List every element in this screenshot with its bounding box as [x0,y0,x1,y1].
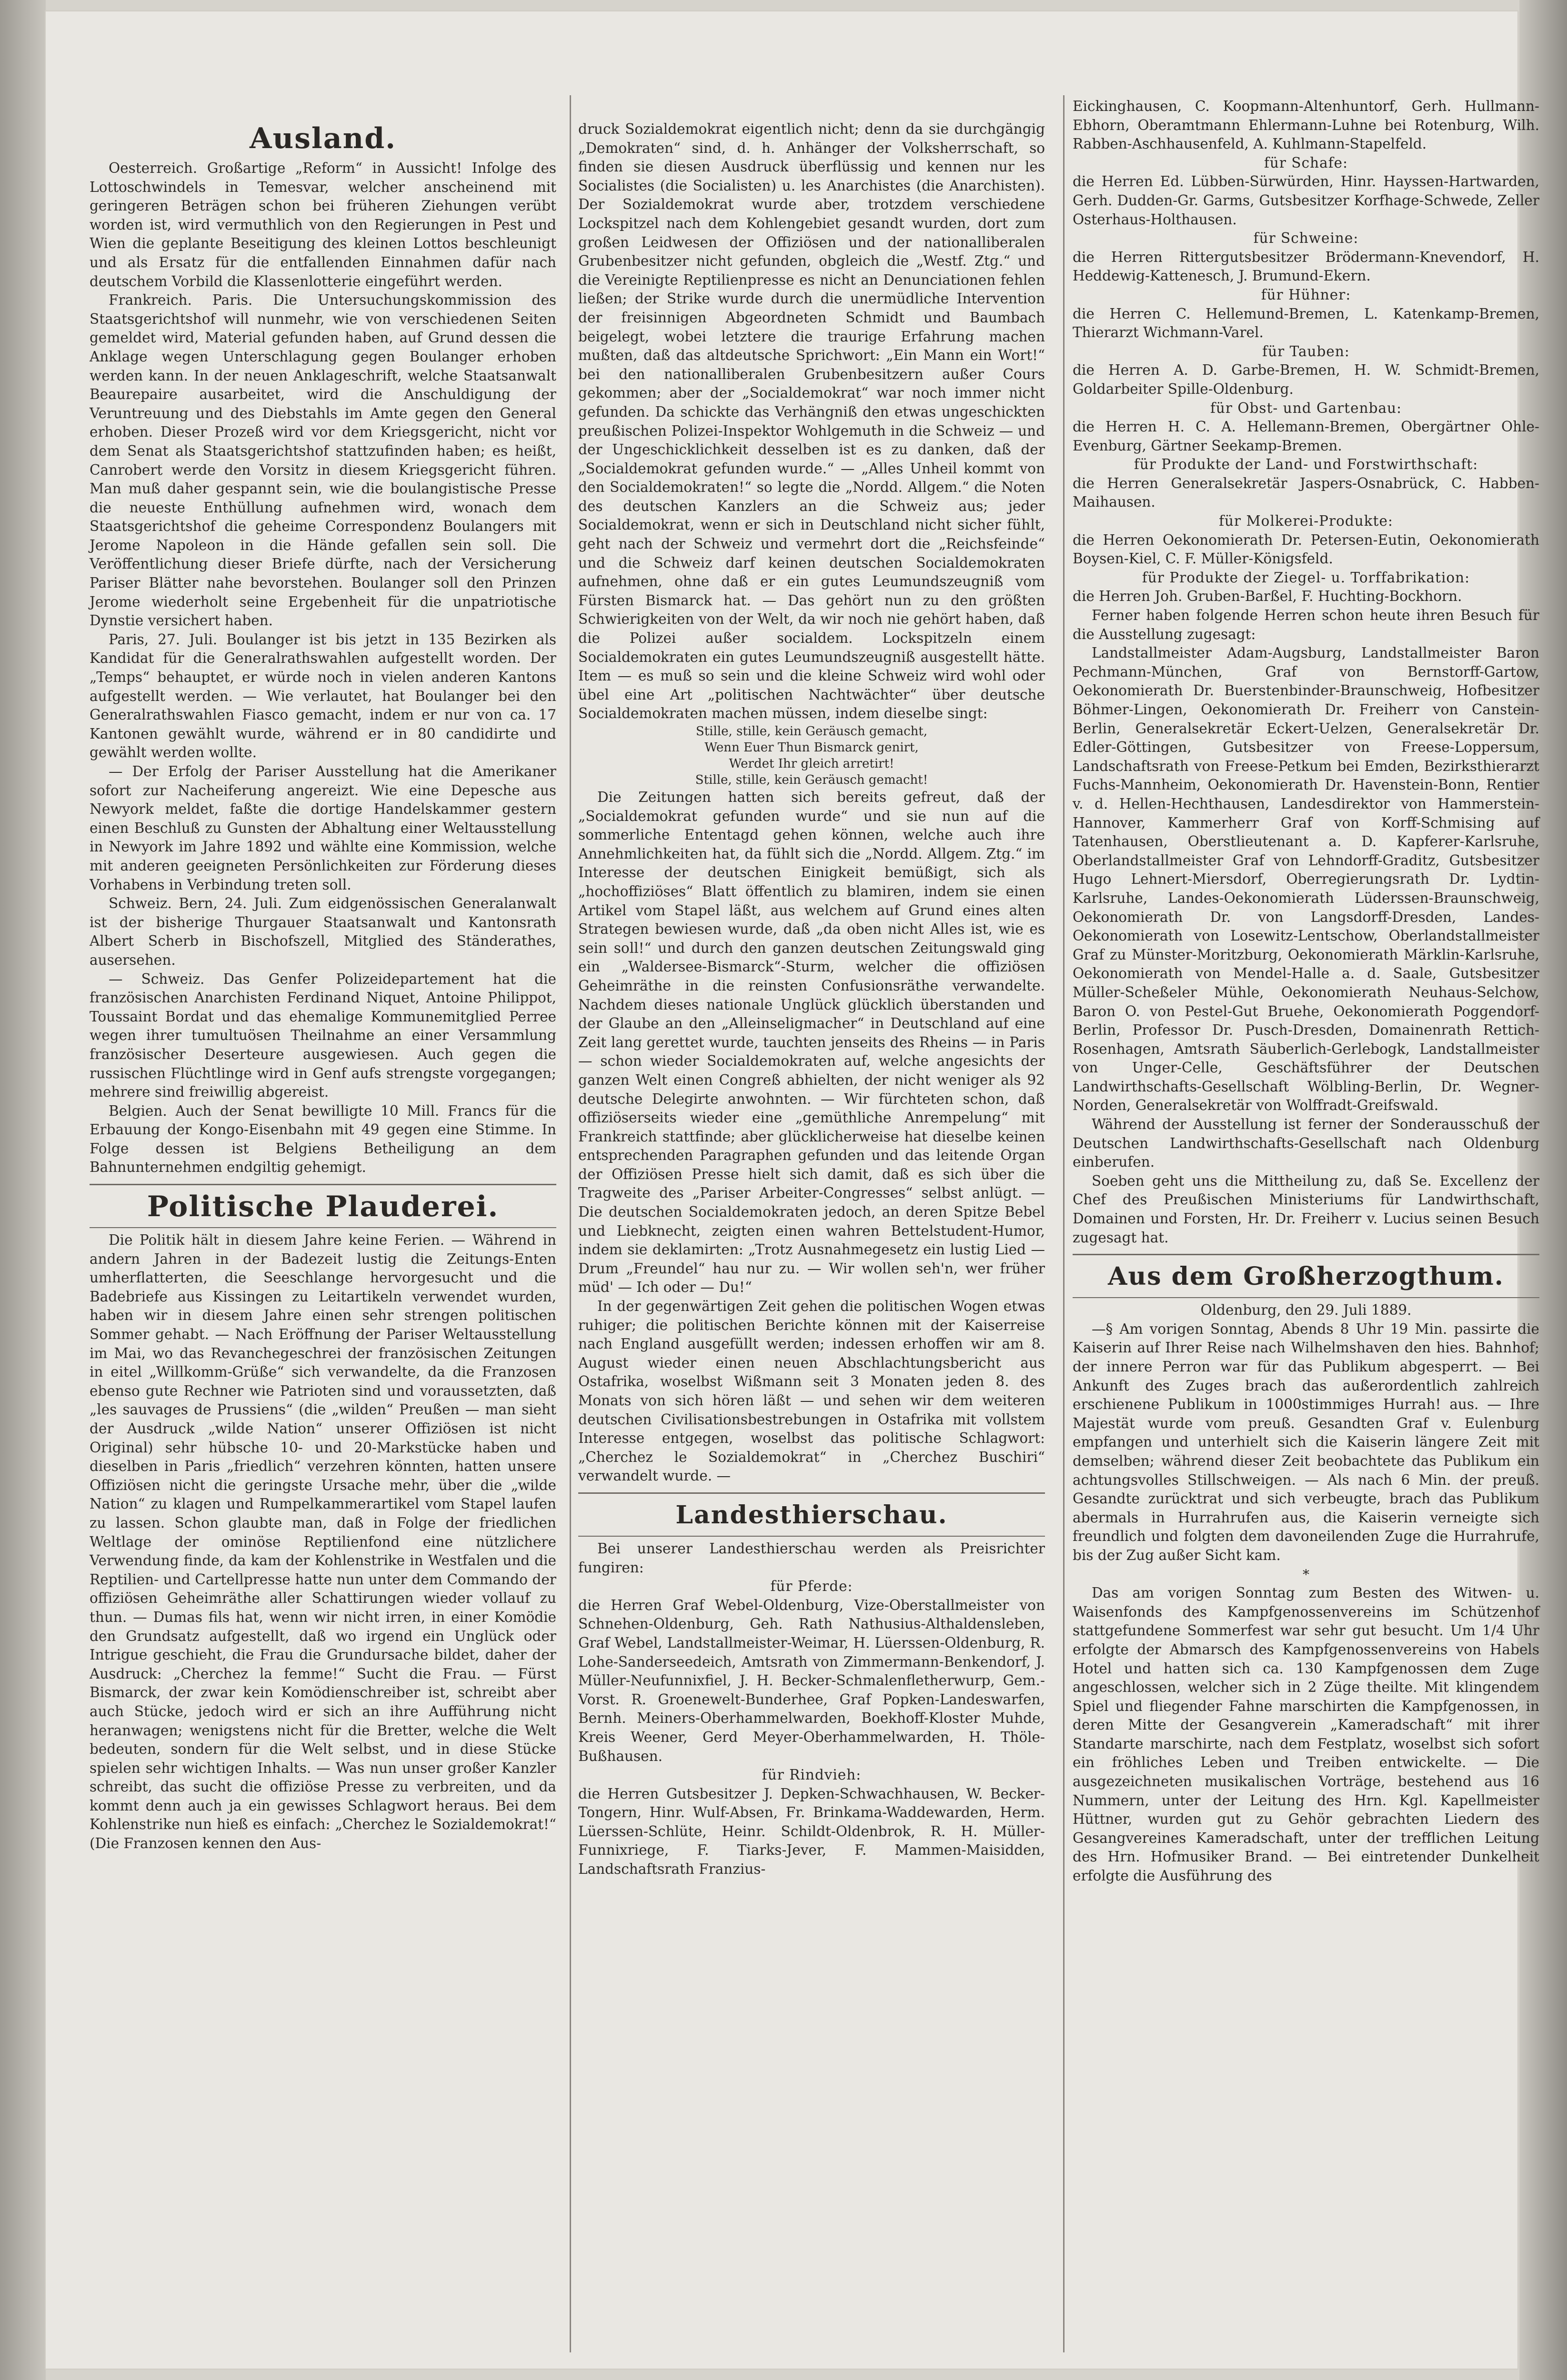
judge-names: die Herren H. C. A. Hellemann-Bremen, Obergärtner Ohle-Evenburg, Gärtner Seekamp-Bremen. [1073,419,1539,454]
separator-star: * [1303,1566,1309,1582]
dateline: Oldenburg, den 29. Juli 1889. [1200,1302,1412,1319]
column-middle [578,120,1045,1879]
category-horses: für Pferde: [770,1578,853,1595]
plauderei-continued-b [578,788,1045,1486]
section-divider [1073,1254,1539,1255]
visitors-list: Landstallmeister Adam-Augsburg, Landstallmeister Baron Pechmann-München, Graf von Bernstorff-Gartow, Oekonomierath Dr. Buerstenbinder-Braunschweig, Hofbesitzer Böhmer-Lingen, Oekonomierath Dr. Freiherr von Canstein-Berlin, Generalsekretär Eckert-Uelzen, Generalsekretär Dr. Edler-Göttingen, Gutsbesitzer von Freese-Loppersum, Landschaftsrath von Freese-Petkum bei Emden, Bezirksthierarzt Fuchs-Mannheim, Oekonomierath Dr. Havenstein-Bonn, Rentier v. d. Hellen-Hechthausen, Landesdirektor von Hammerstein-Hannover, Kammerherr Graf von Korff-Schmising auf Tatenhausen, Oberstlieutenant a. D. Kapferer-Karlsruhe, Oberlandstallmeister Graf von Lehndorff-Graditz, Gutsbesitzer Hugo Lehnert-Miersdorf, Oberregierungsrath Dr. Lydtin-Karlsruhe, Landes-Oekonomierath Lüderssen-Braunschweig, Oekonomierath Dr. von Langsdorff-Dresden, Landes-Oekonomierath von Losewitz-Lentschow, Oberlandstallmeister Graf zu Münster-Moritzburg, Oekonomierath Märklin-Karlsruhe, Oekonomierath von Mendel-Halle a. d. Saale, Gutsbesitzer Müller-Scheßeler Mühle, Oekonomierath Neuhaus-Selchow, Baron O. von Pestel-Gut Bruehe, Oekonomierath Poggendorf-Berlin, Professor Dr. Pusch-Dresden, Domainenrath Rettich-Rosenhagen, Amtsrath Säuberlich-Gerlebogk, Landstallmeister von Unger-Celle, Geschäftsführer der Deutschen Landwirthschafts-Gesellschaft Wölbling-Berlin, Dr. Wegner-Norden, Generalsekretär von Wolffradt-Greifswald. [1073,645,1539,1114]
section-heading-landesthierschau: Landesthierschau. [675,1500,948,1530]
column-rule [570,95,571,2352]
heading-underline [1073,1297,1539,1298]
judges-horses: die Herren Graf Webel-Oldenburg, Vize-Oberstallmeister von Schnehen-Oldenburg, Geh. Rath Nathusius-Althaldensleben, Graf Webel, Landstallmeister-Weimar, H. Lüerssen-Oldenburg, R. Lohe-Sanderseedeich, Amtsrath von Zimmermann-Benkendorf, J. Müller-Neufunnixfiel, J. H. Becker-Schmalenfletherwurp, Gem.-Vorst. R. Groenewelt-Bunderhee, Graf Popken-Landeswarfen, Bernh. Meiners-Oberhammelwarden, Boekhoff-Kloster Muhde, Kreis Weener, Gerd Meyer-Oberhammelwarden, H. Thöle-Bußhausen. [578,1597,1045,1764]
article-paragraph: Belgien. Auch der Senat bewilligte 10 Mill. Francs für die Erbauung der Kongo-Eisenbahn mit 49 gegen eine Stimme. In Folge dessen ist Belgiens Betheiligung an dem Bahnunternehmen endgiltig gehemigt. [90,1102,556,1176]
judge-category: für Schweine: [1253,230,1359,247]
article-paragraph: Eickinghausen, C. Koopmann-Altenhuntorf, Gerh. Hullmann-Ebhorn, Oberamtmann Ehlermann-Luhne bei Rotenburg, Wilh. Rabben-Aschhausenfeld, A. Kuhlmann-Stapelfeld. [1073,98,1539,152]
judge-names: die Herren Rittergutsbesitzer Brödermann-Knevendorf, H. Heddewig-Kattenesch, J. Brumund-Ekern. [1073,249,1539,284]
section-divider [578,1492,1045,1494]
news-kaiserin: —§ Am vorigen Sonntag, Abends 8 Uhr 19 Min. passirte die Kaiserin auf Ihrer Reise nach Wilhelmshaven den hies. Bahnhof; der innere Perron war für das Publikum abgesperrt. — Bei Ankunft des Zuges brach das außerordentlich zahlreich erschienene Publikum in 1000stimmiges Hurrah! aus. — Ihre Majestät wurde vom preuß. Gesandten Graf v. Eulenburg empfangen und unterhielt sich die Kaiserin längere Zeit mit demselben; während dieser Zeit beobachtete das Publikum ein achtungsvolles Stillschweigen. — Als nach 6 Min. der preuß. Gesandte zurücktrat und sich verbeugte, brach das Publikum abermals in Hurrahrufen aus, die Kaiserin verneigte sich freundlich und folgten dem davoneilenden Zuge die Hurrahrufe, bis der Zug außer Sicht kam. [1073,1320,1539,1563]
heading-underline [90,1227,556,1228]
column-right [1073,97,1539,1886]
judge-names: die Herren Ed. Lübben-Sürwürden, Hinr. Hayssen-Hartwarden, Gerh. Dudden-Gr. Garms, Gutsbesitzer Korfhage-Schwede, Zeller Osterhaus-Holthausen. [1073,173,1539,228]
judge-names: die Herren C. Hellemund-Bremen, L. Katenkamp-Bremen, Thierarzt Wichmann-Varel. [1073,305,1539,341]
column-left [90,119,556,1853]
article-paragraph: Frankreich. Paris. Die Untersuchungskommission des Staatsgerichtshof will nunmehr, wie von verschiedenen Seiten gemeldet wird, Material gefunden haben, auf Grund dessen die Anklage wegen Unterschlagung gegen Boulanger erhoben werden kann. In der neuen Anklageschrift, welche Staatsanwalt Beaurepaire ausarbeitet, wird die Anschuldigung der Veruntreuung und des Diebstahls im Amte gegen den General erhoben. Dieser Prozeß wird vor dem Kriegsgericht, nicht vor dem Senat als Staatsgerichtshof stattzufinden haben; es heißt, Canrobert werde den Vorsitz in diesem Kriegsgericht führen. Man muß daher gespannt sein, wie die boulangistische Presse die neueste Enthüllung aufnehmen wird, wonach dem Staatsgerichtshof die geheime Correspondenz Boulangers mit Jerome Napoleon in die Hände gefallen sein soll. Die Veröffentlichung dieser Briefe dürfte, nach der Versicherung Pariser Blätter nahe bevorstehen. Boulanger soll den Prinzen Jerome wiederholt seine Ergebenheit für die unpatriotische Dynstie versichert haben. [90,292,556,629]
minister-note: Soeben geht uns die Mittheilung zu, daß Se. Excellenz der Chef des Preußischen Ministeriums für Landwirthschaft, Domainen und Forsten, Hr. Dr. Freiherr v. Lucius seinen Besuch zugesagt hat. [1073,1172,1539,1246]
section-divider [90,1184,556,1185]
thierschau-intro: Bei unserer Landesthierschau werden als Preisrichter fungiren: [578,1540,1045,1576]
judge-category: für Obst- und Gartenbau: [1210,400,1402,416]
book-spine [0,0,46,2380]
judge-category: für Produkte der Ziegel- u. Torffabrikation: [1142,569,1470,586]
section-heading-grossherzogthum: Aus dem Großherzogthum. [1108,1262,1504,1291]
article-paragraph: Die Politik hält in diesem Jahre keine Ferien. — Während in andern Jahren in der Badezeit lustig die Zeitungs-Enten umherflatterten, die Seeschlange hervorgesucht und die Badebriefe aus Kissingen zu Leitartikeln verwendet wurden, haben wir in diesem Jahre einen sehr strengen politischen Sommer gehabt. — Nach Eröffnung der Pariser Weltausstellung im Mai, wo das Revanchegeschrei der französischen Zeitungen in eitel „Willkomm-Grüße“ sich verwandelte, da die Franzosen ebenso gute Rechner wie Patrioten sind und voraussetzten, daß „les sauvages de Prussiens“ (die „wilden“ Preußen — man sieht der Ausdruck „wilde Nation“ unserer Offiziösen ist nicht Original) sehr hübsche 10- und 20-Markstücke haben und dieselben in Paris „friedlich“ verzehren könnten, hatten unsere Offiziösen nicht die geringste Ursache mehr, über die „wilde Nation“ zu klagen und Rumpelkammerartikel vom Stapel laufen zu lassen. Schon glaubte man, daß in Folge der friedlichen Weltlage der ominöse Reptilienfond eine nützlichere Verwendung finde, da kam der Kohlenstrike in Westfalen und die Reptilien- und Cartellpresse hatte nun unter dem Commando der offiziösen Geheimräthe aller Schattirungen wieder vollauf zu thun. — Dumas fils hat, wenn wir nicht irren, in einer Komödie den Grundsatz aufgestellt, daß wo irgend ein Unglück oder Intrigue geschieht, die Frau die Grundursache bildet, daher der Ausdruck: „Cherchez la femme!“ Sucht die Frau. — Fürst Bismarck, der zwar kein Komödienschreiber ist, schreibt aber auch Stücke, jedoch wird er sich an ihre Aufführung nicht heranwagen; wenigstens nicht für die Bretter, welche die Welt bedeuten, sondern für die Welt selbst, und in diese Stücke spielen sehr wichtigen Inhalts. — Was nun unser großer Kanzler schreibt, das sucht die offiziöse Presse zu verbreiten, und da kommt denn auch ja ein gewisses Schlagwort heraus. Bei dem Kohlenstrike nun hieß es einfach: „Cherchez le Sozialdemokrat!“ (Die Franzosen kennen den Aus- [90,1232,556,1852]
visitors-intro: Ferner haben folgende Herren schon heute ihren Besuch für die Ausstellung zugesagt: [1073,607,1539,642]
judge-category: für Schafe: [1264,154,1348,171]
article-paragraph: In der gegenwärtigen Zeit gehen die politischen Wogen etwas ruhiger; die politischen Berichte können mit der Kaiserreise nach England ausgefüllt werden; indessen erhoffen wir am 8. August wieder einen neuen Abschlachtungsbericht aus Ostafrika, woselbst Wißmann seit 3 Monaten jeden 8. des Monats von sich hören läßt — und sehen wir dem weiteren deutschen Civilisationsbestrebungen in Ostafrika mit vollstem Interesse entgegen, woselbst das politische Schlagwort: „Cherchez le Sozialdemokrat“ in „Cherchez Buschiri“ verwandelt wurde. — [578,1298,1045,1484]
poem-line: Werdet Ihr gleich arretirt! [729,757,894,771]
plauderei-paragraphs [90,1231,556,1853]
article-paragraph: — Der Erfolg der Pariser Ausstellung hat die Amerikaner sofort zur Nacheiferung angereizt. Wie eine Depesche aus Newyork meldet, faßte die dortige Handelskammer gestern einen Beschluß zu Gunsten der Abhaltung einer Weltausstellung in Newyork im Jahre 1892 und wählte eine Kommission, welche mit anderen geeigneten Persönlichkeiten zur Förderung dieses Vorhabens in Verbindung treten soll. [90,763,556,893]
article-paragraph: — Schweiz. Das Genfer Polizeidepartement hat die französischen Anarchisten Ferdinand Niquet, Antoine Philippot, Toussaint Bordat und das ehemalige Kommunemitglied Perree wegen ihrer tumultuösen Theilnahme an einer Versammlung französischer Deserteure ausgewiesen. Auch gegen die russischen Flüchtlinge wird in Genf aufs strengste vorgegangen; mehrere sind freiwillig abgereist. [90,970,556,1100]
article-paragraph: Oesterreich. Großartige „Reform“ in Aussicht! Infolge des Lottoschwindels in Temesvar, welcher anscheinend mit geringeren Beträgen schon bei früheren Ziehungen verübt worden ist, wird vermuthlich von den Regierungen in Pest und Wien die geplante Beseitigung des kleinen Lottos beschleunigt und als Ersatz für die entfallenden Einnahmen dafür nach deutschem Vorbild die Klassenlotterie eingeführt werden. [90,160,556,290]
sonderausschuss-note: Während der Ausstellung ist ferner der Sonderausschuß der Deutschen Landwirthschafts-Gesellschaft nach Oldenburg einberufen. [1073,1116,1539,1170]
news-sommerfest: Das am vorigen Sonntag zum Besten des Witwen- u. Waisenfonds des Kampfgenossenvereins im Schützenhof stattgefundene Sommerfest war sehr gut besucht. Um 1/4 Uhr erfolgte der Abmarsch des Kampfgenossenvereins von Habels Hotel und hatten sich ca. 130 Kampfgenossen dem Zuge angeschlossen, welcher sich in 2 Züge theilte. Mit klingendem Spiel und fliegender Fahne marschirten die Kampfgenossen, in deren Mitte der Gesangverein „Kameradschaft“ mit ihrer Standarte marschirte, nach dem Festplatz, woselbst sich sofort ein fröhliches Leben und Treiben entwickelte. — Die ausgezeichneten musikalischen Vorträge, bestehend aus 16 Nummern, unter der Leitung des Hrn. Kgl. Kapellmeister Hüttner, wurden gut zu Gehör gebrachten Liedern des Gesangvereines Kameradschaft, unter der trefflichen Leitung des Hrn. Hofmusiker Brand. — Bei eintretender Dunkelheit erfolgte die Ausführung des [1073,1585,1539,1884]
poem-line: Wenn Euer Thun Bismarck genirt, [704,740,919,755]
section-heading-ausland: Ausland. [249,122,397,155]
judge-names: die Herren Joh. Gruben-Barßel, F. Huchting-Bockhorn. [1073,588,1462,605]
section-heading-plauderei: Politische Plauderei. [147,1190,499,1224]
judge-category: für Molkerei-Produkte: [1219,513,1393,530]
article-paragraph: druck Sozialdemokrat eigentlich nicht; denn da sie durchgängig „Demokraten“ sind, d. h. Anhänger der Volksherrschaft, so finden sie diesen Ausdruck überflüssig und kennen nur les Socialistes (die Socialisten) u. les Anarchistes (die Anarchisten). Der Sozialdemokrat wurde aber, trotzdem verschiedene Lockspitzel nach dem Kohlengebiet gesandt wurden, dort zum großen Leidwesen der Offiziösen und der nationalliberalen Grubenbesitzer nicht gefunden, obgleich die „Westf. Ztg.“ und die Vereinigte Reptilienpresse es nicht an Denunciationen fehlen ließen; der Strike wurde durch die unermüdliche Intervention der freisinnigen Abgeordneten Schmidt und Baumbach beigelegt, wobei letztere die traurige Erfahrung machen mußten, daß das altdeutsche Sprichwort: „Ein Mann ein Wort!“ bei den nationalliberalen Grubenbesitzern außer Cours gekommen; aber der „Socialdemokrat“ war noch immer nicht gefunden. Da schickte das Verhängniß den etwas ungeschickten preußischen Polizei-Inspektor Wohlgemuth in die Schweiz — und der Ungeschicklichkeit desselben ist es zu danken, daß der „Socialdemokrat gefunden wurde.“ — „Alles Unheil kommt von den Socialdemokraten!“ so legte die „Nordd. Allgem.“ die Noten des deutschen Kanzlers an die Schweiz aus; jeder Socialdemokrat, wenn er sich in Deutschland nicht sicher fühlt, geht nach der Schweiz und vermehrt dort die „Reichsfeinde“ und die Schweiz darf keinen deutschen Socialdemokraten aufnehmen, ohne daß er ein gutes Leumundszeugniß vom Fürsten Bismarck hat. — Das gehört nun zu den größten Schwierigkeiten von der Welt, da wir noch nie gehört haben, daß die Polizei außer socialdem. Lockspitzeln einem Socialdemokraten ein gutes Leumundszeugniß ausgestellt hätte. Item — es muß so sein und die kleine Schweiz wird wohl oder übel eine Art „politischen Nachtwächter“ über deutsche Socialdemokraten machen müssen, indem dieselbe singt: [578,121,1045,722]
article-paragraph: Schweiz. Bern, 24. Juli. Zum eidgenössischen Generalanwalt ist der bisherige Thurgauer Staatsanwalt und Kantonsrath Albert Scherb in Bischofszell, Mitglied des Ständerathes, ausersehen. [90,895,556,968]
poem-line: Stille, stille, kein Geräusch gemacht, [695,724,928,739]
ausland-paragraphs [90,159,556,1177]
judge-names: die Herren Oekonomierath Dr. Petersen-Eutin, Oekonomierath Boysen-Kiel, C. F. Müller-Königsfeld. [1073,531,1539,567]
category-cattle: für Rindvieh: [762,1767,862,1783]
judge-names: die Herren A. D. Garbe-Bremen, H. W. Schmidt-Bremen, Goldarbeiter Spille-Oldenburg. [1073,362,1539,397]
poem-line: Stille, stille, kein Geräusch gemacht! [695,773,928,787]
column-rule [1063,95,1065,2352]
judge-groups [1073,154,1539,606]
judges-cattle: die Herren Gutsbesitzer J. Depken-Schwachhausen, W. Becker-Tongern, Hinr. Wulf-Absen, Fr. Brinkama-Waddewarden, Herm. Lüerssen-Schlüte, Heinr. Schildt-Oldenbrok, R. H. Müller-Funnixriege, F. Tiarks-Jever, F. Mammen-Maisidden, Landschaftsrath Franzius- [578,1785,1045,1878]
heading-underline [578,1536,1045,1537]
article-paragraph: Die Zeitungen hatten sich bereits gefreut, daß der „Socialdemokrat gefunden wurde“ und sie nun auf die sommerliche Ententagd gehen können, welche auch ihre Annehmlichkeiten hat, da fühlt sich die „Nordd. Allgem. Ztg.“ im Interesse der deutschen Einigkeit bemüßigt, sich als „hochoffiziöses“ Blatt öffentlich zu blamiren, indem sie einen Artikel vom Stapel läßt, aus welchem auf Grund eines alten Strategen bewiesen wurde, daß „da oben nicht Alles ist, wie es sein soll!“ und durch den ganzen deutschen Zeitungswald ging ein „Walderseе-Bismarck“-Sturm, welcher die offiziösen Geheimräthe in die reinsten Confusionsräthe verwandelte. Nachdem dieses nationale Unglück glücklich überstanden und der Glaube an den „Alleinseligmacher“ in Deutschland auf eine Zeit lang gerettet wurde, tauchten jenseits des Rheins — in Paris — schon wieder Socialdemokraten auf, welche angesichts der ganzen Welt einen Congreß abhielten, der nicht weniger als 92 deutsche Delegirte anwohnten. — Wir fürchteten schon, daß offiziöserseits wieder eine „gemüthliche Anrempelung“ mit Frankreich stattfinde; aber glücklicherweise hat dieselbe keinen entsprechenden Paragraphen gefunden und das leitende Organ der Offiziösen Presse hielt sich damit, daß es sich über die Tragweite des „Pariser Arbeiter-Congresses“ selbst anlügt. — Die deutschen Socialdemokraten jedoch, an deren Spitze Bebel und Liebknecht, zeigten einen wahren Bettelstudent-Humor, indem sie deklamirten: „Trotz Ausnahmegesetz ein lustig Lied — Drum „Freundel“ hau nur zu. — Wir wollen seh'n, wer früher müd' — Ich oder — Du!“ [578,789,1045,1296]
plauderei-continued [578,120,1045,723]
judge-category: für Produkte der Land- und Forstwirthschaft: [1134,456,1478,473]
article-paragraph: Paris, 27. Juli. Boulanger ist bis jetzt in 135 Bezirken als Kandidat für die Generalrathswahlen aufgestellt worden. Der „Temps“ behauptet, er würde noch in vielen anderen Kantons aufgestellt werden. — Wie verlautet, hat Boulanger bei den Generalrathswahlen Fiasco gemacht, indem er nur von ca. 17 Kantonen gewählt wurde, während er in 80 candidirte und gewählt werden wollte. [90,631,556,761]
judge-category: für Hühner: [1261,286,1351,303]
judges-continued [1073,97,1539,154]
judge-names: die Herren Generalsekretär Jaspers-Osnabrück, C. Habben-Maihausen. [1073,475,1539,510]
poem [578,723,1045,788]
judge-category: für Tauben: [1262,343,1350,360]
